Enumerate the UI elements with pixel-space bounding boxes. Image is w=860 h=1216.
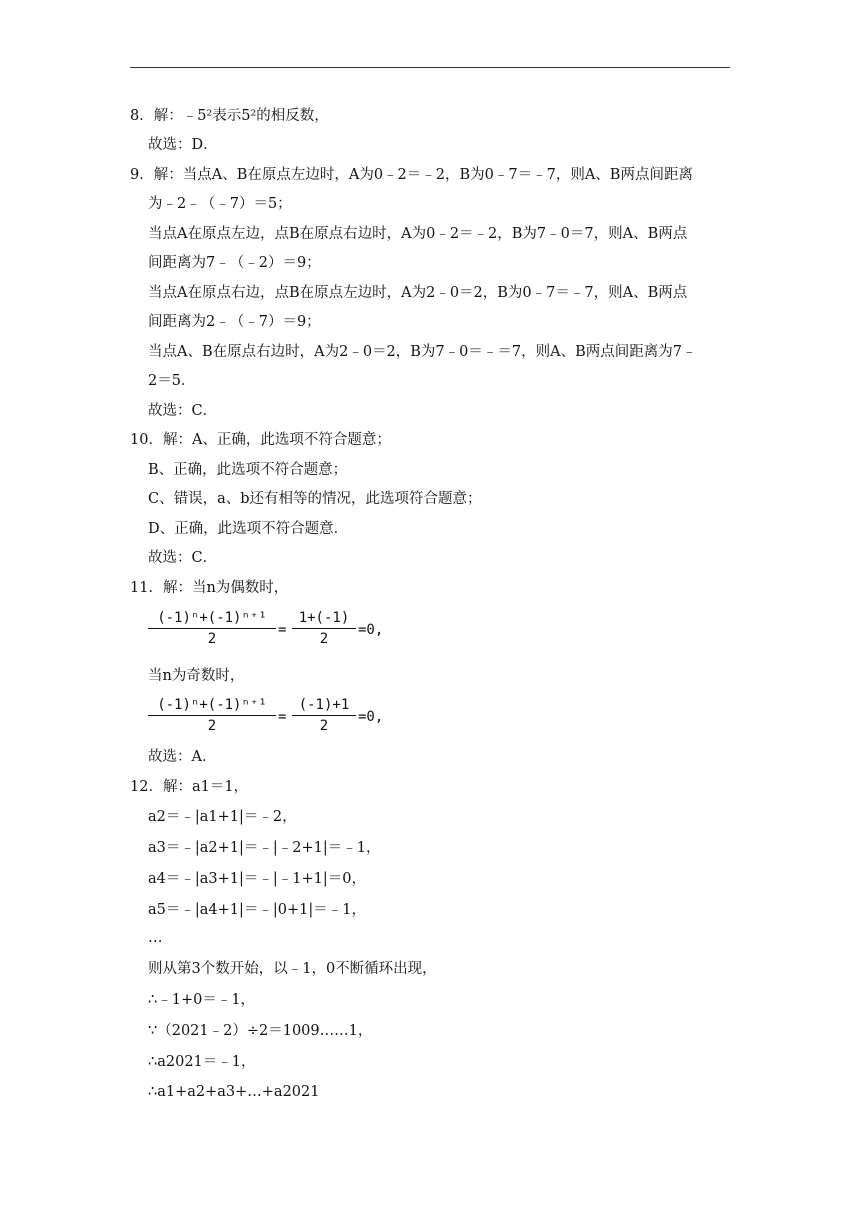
solution-9-line: 间距离为7﹣（﹣2）＝9； (148, 255, 321, 271)
equation-result: =0, (358, 622, 384, 638)
solution-9-line: 当点A、B在原点右边时，A为2﹣0＝2，B为7﹣0＝﹣＝7，则A、B两点间距离为7﹣ (148, 344, 697, 360)
denominator: 2 (319, 718, 329, 734)
solution-9-line: 当点A在原点右边，点B在原点左边时，A为2﹣0＝2，B为0﹣7＝﹣7，则A、B两点 (148, 285, 688, 301)
solution-9-line: 间距离为2﹣（﹣7）＝9； (148, 314, 321, 330)
solution-12-line: a3＝﹣|a2+1|＝﹣|﹣2+1|＝﹣1， (148, 840, 381, 856)
solution-11-line: 当n为奇数时， (148, 668, 245, 684)
solution-9-line: 为﹣2﹣（﹣7）＝5； (148, 196, 292, 212)
solution-9-answer: 故选：C． (148, 403, 218, 419)
fraction (292, 695, 356, 736)
solution-12-line: a5＝﹣|a4+1|＝﹣|0+1|＝﹣1， (148, 902, 366, 918)
solution-11-line: 11．解：当n为偶数时， (130, 580, 289, 596)
header-rule (130, 67, 730, 68)
denominator: 2 (207, 718, 217, 734)
solution-10-line: 10．解：A、正确，此选项不符合题意； (130, 432, 391, 448)
solution-10-line: D、正确，此选项不符合题意． (148, 521, 349, 537)
solution-10-line: B、正确，此选项不符合题意； (148, 462, 348, 478)
solution-9-line: 2＝5． (148, 373, 196, 389)
solution-12-line: ∵（2021﹣2）÷2＝1009……1， (148, 1023, 373, 1039)
solution-12-line: a2＝﹣|a1+1|＝﹣2， (148, 809, 297, 825)
solution-9-line: 当点A在原点左边，点B在原点右边时，A为0﹣2＝﹣2，B为7﹣0＝7，则A、B两点 (148, 226, 688, 242)
numerator: (-1)+1 (298, 697, 350, 713)
solution-12-line: ∴﹣1+0＝﹣1， (148, 992, 256, 1008)
solution-8-line: 8．解：﹣5²表示5²的相反数， (130, 108, 329, 124)
solution-9-line: 9．解：当点A、B在原点左边时，A为0﹣2＝﹣2，B为0﹣7＝﹣7，则A、B两点间距离 (130, 167, 693, 183)
fraction (292, 608, 356, 649)
denominator: 2 (319, 631, 329, 647)
fraction (148, 695, 276, 736)
denominator: 2 (207, 631, 217, 647)
solution-10-line: C、错误，a、b还有相等的情况，此选项符合题意； (148, 491, 482, 507)
solution-10-answer: 故选：C． (148, 550, 218, 566)
fraction (148, 608, 276, 649)
numerator: (-1)ⁿ+(-1)ⁿ⁺¹ (157, 697, 267, 713)
equation-result: =0, (358, 709, 384, 725)
solution-12-line: 12．解：a1＝1， (130, 779, 249, 795)
solution-8-answer: 故选：D． (148, 137, 218, 153)
solution-12-line: ∴a2021＝﹣1， (148, 1054, 256, 1070)
solution-12-line: ∴a1+a2+a3+…+a2021 (148, 1084, 320, 1100)
solution-12-line: a4＝﹣|a3+1|＝﹣|﹣1+1|＝0， (148, 871, 366, 887)
numerator: 1+(-1) (298, 610, 350, 626)
ellipsis: … (148, 930, 163, 946)
solution-11-answer: 故选：A． (148, 749, 217, 765)
solution-12-line: 则从第3个数开始，以﹣1，0不断循环出现， (148, 961, 437, 977)
numerator: (-1)ⁿ+(-1)ⁿ⁺¹ (157, 610, 267, 626)
